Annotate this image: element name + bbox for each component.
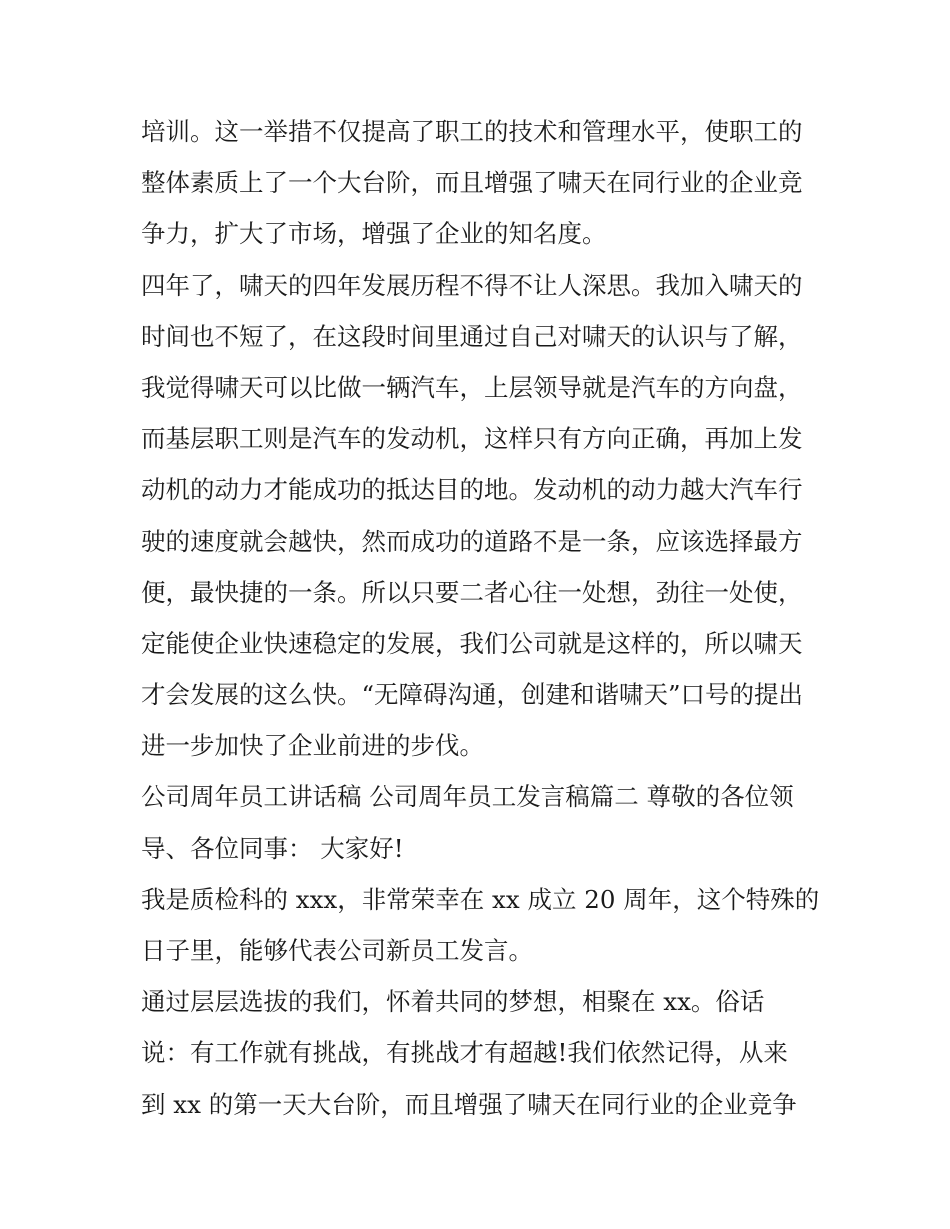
- text-line: 而基层职工则是汽车的发动机，这样只有方向正确，再加上发: [141, 424, 803, 454]
- text-line: 定能使企业快速稳定的发展，我们公司就是这样的，所以啸天: [141, 628, 803, 658]
- text-line: 便，最快捷的一条。所以只要二者心往一处想，劲往一处使，: [141, 577, 803, 607]
- text-line: 到 xx 的第一天大台阶，而且增强了啸天在同行业的企业竞争: [141, 1089, 797, 1119]
- document-body: [141, 106, 821, 1130]
- text-line: 争力，扩大了市场，增强了企业的知名度。: [141, 219, 607, 249]
- text-line: 时间也不短了，在这段时间里通过自己对啸天的认识与了解，: [141, 321, 803, 351]
- text-line: 动机的动力才能成功的抵达目的地。发动机的动力越大汽车行: [141, 475, 803, 505]
- text-line: 我觉得啸天可以比做一辆汽车，上层领导就是汽车的方向盘，: [141, 372, 803, 402]
- text-line: 进一步加快了企业前进的步伐。: [141, 731, 484, 761]
- text-line: 培训。这一举措不仅提高了职工的技术和管理水平，使职工的: [141, 117, 803, 146]
- text-line: 说：有工作就有挑战，有挑战才有超越!我们依然记得，从来: [141, 1038, 788, 1068]
- text-line: 日子里，能够代表公司新员工发言。: [141, 936, 533, 965]
- text-line: 我是质检科的 xxx，非常荣幸在 xx 成立 20 周年，这个特殊的: [141, 884, 820, 914]
- text-line: 公司周年员工讲话稿 公司周年员工发言稿篇二 尊敬的各位领: [141, 782, 794, 812]
- text-line: 四年了，啸天的四年发展历程不得不让人深思。我加入啸天的: [141, 270, 803, 300]
- text-line: 导、各位同事： 大家好!: [141, 833, 404, 863]
- text-line: 驶的速度就会越快，然而成功的道路不是一条，应该选择最方: [141, 526, 803, 556]
- text-line: 通过层层选拔的我们，怀着共同的梦想，相聚在 xx。俗话: [141, 987, 765, 1017]
- text-line: 整体素质上了一个大台阶，而且增强了啸天在同行业的企业竞: [141, 168, 803, 198]
- text-line: 才会发展的这么快。“无障碍沟通，创建和谐啸天”口号的提出: [141, 680, 804, 710]
